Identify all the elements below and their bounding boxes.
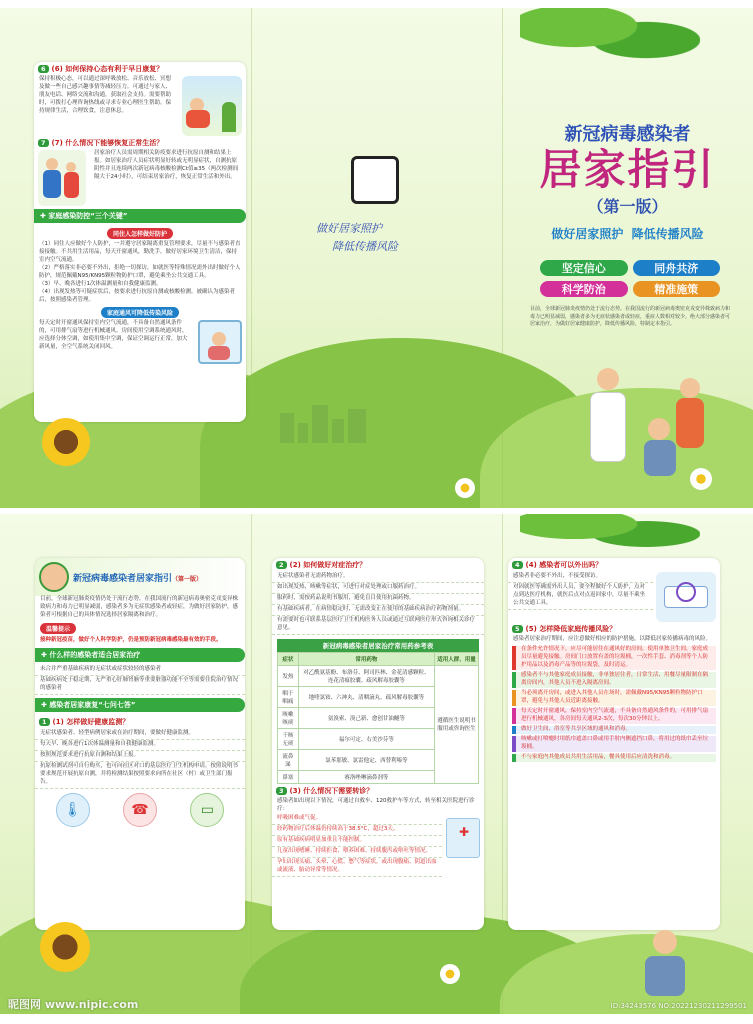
section-7-text: 居家治疗人员需周期相关防疫要求进行抗原自测和结果上报。如居家治疗人员症状明显好转或无明显症状，自测抗原阴性并且连续两次新冠病毒核酸检测Ct值≥35（两次检测间隔大于24小时），可结束居家治疗，恢复正常生活和外出。 xyxy=(94,150,239,180)
q2-item: 有基础疾病者，在病情稳定时，无需改变正在使用的基础疾病治疗药物剂量。 xyxy=(272,605,484,616)
q3-title-text: (3) 什么情况下需要转诊？ xyxy=(289,786,374,795)
q5-item-text: 当必须离开房间，或进入其他人员在场时，需佩戴N95/KN95颗粒物防护口罩，避免与其他人员近距离接触。 xyxy=(521,689,703,704)
q1-item: 抗原检测试剂可自行购买，也可向社区对口的基层医疗卫生机构申请。按照说明书要求规范开展抗原自测，并将检测结果按照要求向所在社区（村）或卫生部门报告。 xyxy=(35,762,245,789)
q5-intro: 感染者居家治疗期间，应注意做好相应的防护措施，以降低居家传播病毒的风险。 xyxy=(513,636,712,642)
drug-cell: 对乙酰氨基酚、布洛芬、阿司匹林、金花清感颗粒、连花清瘟胶囊、疏风解毒胶囊等 xyxy=(298,665,434,686)
section-6-title xyxy=(34,62,246,76)
table-header: 常用药物 xyxy=(298,652,434,665)
q3-item: 原有基础疾病明显加重且不能控制。 xyxy=(272,836,442,847)
fold-line xyxy=(502,8,503,508)
tagline-b: 降低传播风险 xyxy=(631,227,704,242)
symptom-cell: 咽干咽痛 xyxy=(278,686,299,707)
tagline-a: 做好居家照护 xyxy=(551,227,624,242)
symptom-cell: 咳嗽咳痰 xyxy=(278,707,299,728)
hospital-icon: ✚ xyxy=(446,818,480,858)
q5-item-text: 感染者不与其他家庭成员接触，非单独居住者，日常生活、用餐尽量限制在隔离房间内，其他人员不进入隔离房间。 xyxy=(521,671,709,686)
q1-item: 按照规范要求进行抗原自测和结果上报。 xyxy=(35,751,245,762)
daisy-icon xyxy=(690,468,712,490)
q5-item xyxy=(512,646,716,670)
leaf-decor xyxy=(520,8,700,68)
q3-item: 经药物治疗后体温仍持续高于38.5°C，超过3天。 xyxy=(272,825,442,836)
q3-item: 呼吸困难或气促。 xyxy=(272,814,442,825)
number-badge: 2 xyxy=(276,561,287,569)
drug-cell: 地喹氯铵、六神丸、清咽滴丸、疏风解毒胶囊等 xyxy=(298,686,434,707)
qr-placeholder xyxy=(351,156,399,204)
q2-item: 服药时，需按药品说明书服用，避免盲目使用抗菌药物。 xyxy=(272,594,484,605)
sunflower-icon xyxy=(42,418,90,466)
ventilation-text: 每天定时开窗通风保持室内空气流通，不具备自然通风条件的，可用排气扇等进行机械通风。房间使用空调系统通风时，应选择分体空调，如使用集中空调，保证空调运行正常，加大新风量，全空气系统关闭回风。 xyxy=(39,319,188,350)
panel-5-card xyxy=(272,558,484,930)
q5-title-text: (5) 怎样降低家庭传播风险？ xyxy=(525,625,617,633)
slogan-line-1: 做好居家照护 xyxy=(316,222,382,235)
who-title: ✚ 什么样的感染者适合居家治疗 xyxy=(35,648,245,662)
symptom-cell: 发热 xyxy=(278,665,299,686)
guide-header xyxy=(35,558,245,596)
q5-item xyxy=(512,708,716,724)
q5-title xyxy=(508,622,720,636)
panel-4-card xyxy=(35,558,245,930)
q2-title-text: (2) 如何做好对症治疗？ xyxy=(289,561,367,569)
panel-6-card xyxy=(508,558,720,930)
doctor-avatar xyxy=(39,562,69,592)
q5-item xyxy=(512,672,716,688)
calligraphy-slogan xyxy=(316,220,446,255)
guide-header-sub: （第一版） xyxy=(172,575,203,583)
q5-item xyxy=(512,754,716,762)
number-badge: 3 xyxy=(276,787,287,795)
number-badge: 6 xyxy=(38,65,49,73)
drug-cell: 氯苯那敏、氯雷他定、西替利嗪等 xyxy=(298,749,434,770)
family-item: （1）同住人应做好个人防护，一并遵守居家隔离重复管理要求，尽量不与感染者直接接触。不共用生活用品，每天开窗通风，勤洗手，做好居家环境卫生清洁，保持室内空气流通。 xyxy=(39,241,241,263)
no-bus-illustration xyxy=(656,572,716,622)
q2-item: 有需要时也可联系基层医疗卫生机构医务人员或通过互联网医疗形式咨询相关诊疗意见。 xyxy=(272,616,484,635)
family-control-title-text: 家庭感染防控“三个关键” xyxy=(48,212,128,220)
badge-science: 科学防治 xyxy=(540,281,628,297)
family-illustration xyxy=(640,378,720,478)
daisy-icon xyxy=(440,964,460,984)
cohabitant-protection-pill: 同住人怎样做好防护 xyxy=(107,228,173,239)
watermark-left: 昵图网 www.nipic.com xyxy=(8,998,139,1011)
elderly-illustration xyxy=(640,930,690,1000)
badge-solidarity: 同舟共济 xyxy=(633,260,721,276)
drug-cell: 赛洛唑啉滴鼻剂等 xyxy=(298,770,434,783)
cover-title-2: 居家指引 xyxy=(539,145,716,194)
q4-title-text: (4) 感染者可以外出吗？ xyxy=(525,561,603,569)
family-item: （2）严格落实非必要不外出，拒绝一切探访，如就医等特殊情况需外出时做好个人防护，规范佩戴N95/KN95颗粒物防护口罩，避免乘坐公共交通工具。 xyxy=(39,264,241,279)
q3-item: 儿童出现嗜睡、持续拒食、喂养困难、持续腹泻或呕吐等情况。 xyxy=(272,847,442,858)
q5-item xyxy=(512,690,716,706)
q5-item xyxy=(512,736,716,752)
q2-item: 无症状感染者无需药物治疗。 xyxy=(272,572,484,583)
q3-title xyxy=(272,784,484,798)
relax-illustration xyxy=(182,76,242,136)
q3-item: 孕妇出现头痛、头晕、心慌、憋气等症状，或出现腹痛、阴道出血或流液、胎动异常等情况。 xyxy=(272,858,442,877)
q5-item-text: 在条件允许情况下，应尽可能居住在通风好的房间，使用单独卫生间，家庭成员尽量避免接触。房间门口放置有盖的垃圾桶，一次性手套、消毒剂等个人防护用品以及消毒产品等的垃圾袋，及时清运。 xyxy=(521,645,709,668)
q4-item: 感染者非必要不外出，不接受探访。 xyxy=(508,572,653,583)
brochure-outside xyxy=(0,8,753,508)
cover-edition: （第一版） xyxy=(587,197,668,217)
watermark-right: ID:34243576 NO:20221230211299501 xyxy=(610,1002,747,1010)
table-header: 适用人群、用量 xyxy=(435,652,479,665)
daisy-icon xyxy=(455,478,475,498)
q5-item-text: 不与家庭内其他成员共用生活用品，餐具使用后应清洗和消毒。 xyxy=(521,753,676,760)
panel-1-card xyxy=(34,62,246,422)
family-item: （4）出现发热等可疑症状后，按要求进行抗原自测或核酸检测。被确认为感染者后，按照感染者管理。 xyxy=(39,288,236,303)
thermometer-icon: 🌡 xyxy=(56,793,90,827)
q5-item-text: 每天定时开窗通风，保持室内空气流通，不具备自然通风条件的，可用排气扇进行机械通风，各房间每天通风2-3次，每次30分钟以上。 xyxy=(521,707,709,722)
drug-cell: 氨溴索、溴己新、愈创甘油醚等 xyxy=(298,707,434,728)
who-item: 基础疾病处于稳定期，无严重心肝肺肾脑等重要脏器功能不全等需要住院治疗情况的感染者 xyxy=(35,676,245,695)
brochure-inside xyxy=(0,514,753,1014)
family-item: （3）早、晚各进行1次体温测量和自我健康监测。 xyxy=(39,280,162,287)
guide-intro: 目前，全球新冠肺炎疫情仍处于流行态势。在我国流行的新冠病毒奥密克戎变异株致病力和毒力已明显减弱，感染者多为无症状感染者或轻症，为做好居家防护，感染者可根据自己的具体情况选择居家隔离和治疗。 xyxy=(40,596,239,618)
number-badge: 7 xyxy=(38,139,49,147)
cover-title-1: 新冠病毒感染者 xyxy=(564,124,691,145)
q2-title xyxy=(272,558,484,572)
table-row xyxy=(278,665,479,686)
symptom-cell: 流鼻涕 xyxy=(278,749,299,770)
cover-intro: 目前，全球新冠肺炎疫情仍处于流行态势。在我国流行的新冠病毒奥密克戎变异株致病力和毒力已明显减弱，感染者多为无症状感染者或轻症，重症人数相对较少。绝大部分感染者可居家治疗，为做好居家健康防护，降低传播风险，特制定本指引。 xyxy=(530,306,731,327)
faq-title-text: 感染者居家康复“七问七答” xyxy=(49,700,136,709)
guide-header-title: 新冠病毒感染者居家指引 xyxy=(73,573,173,584)
people-illustration xyxy=(38,150,86,206)
badge-confidence: 坚定信心 xyxy=(540,260,628,276)
badge-precision: 精准施策 xyxy=(633,281,721,297)
number-badge: 5 xyxy=(512,625,523,633)
number-badge: 1 xyxy=(39,718,50,726)
who-item: 未合并严重基础疾病的无症状或症状较轻的感染者 xyxy=(35,665,245,676)
fold-line xyxy=(251,8,252,508)
doctor-illustration xyxy=(588,368,628,488)
family-control-title: ✚ 家庭感染防控“三个关键” xyxy=(34,209,246,223)
tip-pill: 温馨提示 xyxy=(40,623,76,634)
phone-icon: ☎ xyxy=(123,793,157,827)
test-kit-icon: ▭ xyxy=(190,793,224,827)
section-6-text: 保持积极心态，可以通过深呼吸放松、音乐放松、冥想及做一些自己感兴趣事情等减轻压力。可通过与家人、朋友电话、网络交流和沟通，获取社会支持。需要帮助时，可拨打心理咨询热线或寻求专业心理医生帮助。保持规律生活，合理饮食，注意休息。 xyxy=(39,76,172,114)
section-6-title-text: (6) 如何保持心态有利于早日康复？ xyxy=(51,65,164,73)
who-title-text: 什么样的感染者适合居家治疗 xyxy=(49,650,141,659)
window-illustration xyxy=(198,320,242,364)
q5-item xyxy=(512,726,716,734)
q3-text: 感染者如出现以下情况，可通过自救车、120救护车等方式，转至相关医院进行诊疗： xyxy=(277,797,475,812)
q1-title xyxy=(35,715,245,729)
sunflower-icon xyxy=(40,922,90,972)
slogan-line-2: 降低传播风险 xyxy=(332,239,398,253)
q4-title xyxy=(508,558,720,572)
leaf-decor xyxy=(520,514,700,554)
symptom-cell: 鼻塞 xyxy=(278,770,299,783)
symptom-cell: 干咳无痰 xyxy=(278,728,299,749)
q5-item-text: 咳嗽或打喷嚏时用纸巾遮盖口鼻或用手肘内侧遮挡口鼻，将用过的纸巾丢至垃圾桶。 xyxy=(521,735,709,750)
number-badge: 4 xyxy=(512,561,523,569)
q4-item: 对因就医等确需外出人员，要全程做好个人防护，点对点到达医疗机构，就医后点对点返回家中，尽量不乘坐公共交通工具。 xyxy=(508,583,653,610)
faq-title: ✚ 感染者居家康复“七问七答” xyxy=(35,698,245,712)
drug-cell: 福尔可定、右美沙芬等 xyxy=(298,728,434,749)
drug-table-title: 新冠病毒感染者居家治疗常用药参考表 xyxy=(277,639,479,652)
tip-text: 接种新冠疫苗，做好个人科学防护，仍是预防新冠病毒感染最有效的手段。 xyxy=(40,636,222,643)
q1-item: 每天早、晚各进行1次体温测量和自我健康监测。 xyxy=(35,740,245,751)
city-silhouette xyxy=(280,403,480,443)
section-7-title xyxy=(34,136,246,150)
ventilation-pill: 家庭通风可降低传染风险 xyxy=(101,307,179,318)
drug-table xyxy=(277,652,479,784)
q2-item: 如出现发热、咳嗽等症状，可进行对症处理或口服药治疗。 xyxy=(272,583,484,594)
table-header: 症状 xyxy=(278,652,299,665)
q1-item: 无症状感染者、轻型病例居家或在治疗期间，要做好健康监测。 xyxy=(35,729,245,740)
fold-line xyxy=(251,514,252,1014)
table-note: 遵循医生说明书服用或咨询医生 xyxy=(435,665,479,783)
fold-line xyxy=(502,514,503,1014)
q1-title-text: (1) 怎样做好健康监测？ xyxy=(52,717,130,726)
q5-item-text: 做好卫生间、浴室等共享区域的通风和消毒。 xyxy=(521,725,632,732)
section-7-title-text: (7) 什么情况下能够恢复正常生活？ xyxy=(51,139,164,147)
